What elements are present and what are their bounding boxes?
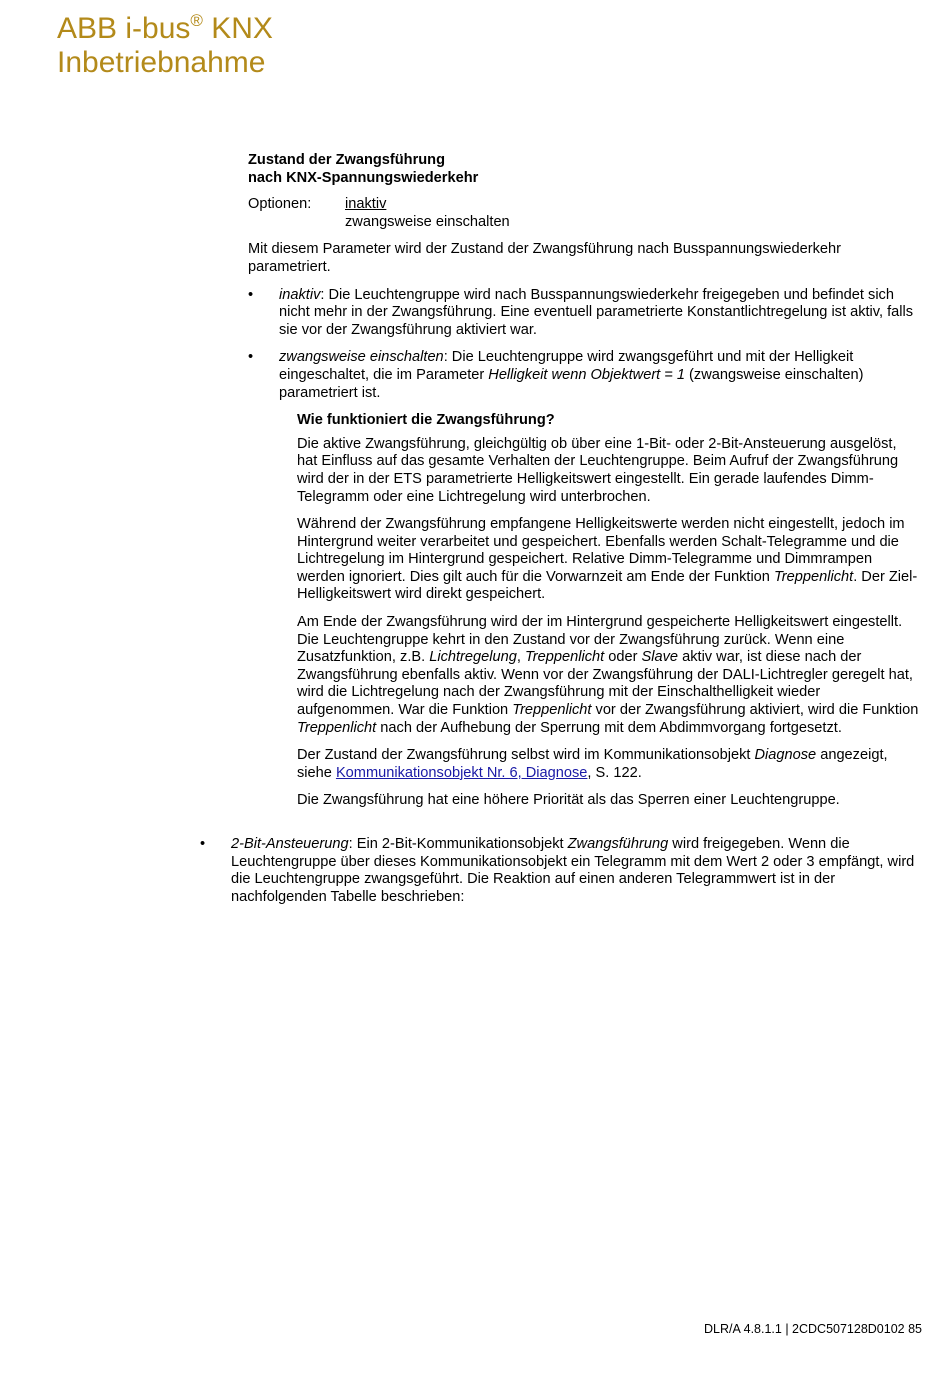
registered-mark: ® [190, 11, 203, 30]
parameter-title-line1: Zustand der Zwangsführung [248, 152, 446, 168]
brand-suffix: KNX [202, 12, 273, 45]
option-default: inaktiv [345, 196, 387, 213]
main-content [248, 152, 920, 810]
info-paragraph-4: Der Zustand der Zwangsführung selbst wird im Kommunikationsobjekt Diagnose angezeigt, siehe Kommunikationsobjekt Nr. 6, Diagnose, S. 122. [297, 747, 888, 781]
bullet-dot: • [248, 286, 254, 303]
info-box [297, 412, 920, 810]
bullet-2bit [200, 836, 920, 906]
parameter-title [248, 152, 920, 187]
bullet-text: : Die Leuchtengruppe wird nach Busspannungswiederkehr freigegeben und befindet sich nicht mehr in der Zwangsführung. Eine eventuell parametrierte Konstantlichtregelung ist aktiv, falls sie vor der Zwangsführung aktiviert war. [279, 286, 914, 338]
bullet-text-end: wird freigegeben. Wenn die Leuchtengruppe über dieses Kommunikationsobjekt ein Telegramm mit dem Wert 2 oder 3 empfängt, wird die Leuchtengruppe zwangsgeführt. Die Reaktion auf einen anderen Telegrammwert ist in der nachfolgenden Tabelle beschrieben: [231, 836, 915, 905]
brand-title [57, 12, 273, 46]
options-list [345, 196, 510, 231]
page-footer: DLR/A 4.8.1.1 | 2CDC507128D0102 85 [704, 1322, 922, 1336]
object-reference: Zwangsführung [567, 836, 669, 852]
bullet-zwangsweise [248, 349, 920, 402]
diagnose-object-link[interactable]: Kommunikationsobjekt Nr. 6, Diagnose [335, 764, 588, 781]
parameter-description: Mit diesem Parameter wird der Zustand der Zwangsführung nach Busspannungswiederkehr parametriert. [248, 241, 841, 275]
brand-name: ABB i-bus [57, 12, 191, 45]
bullet-term: zwangsweise einschalten [279, 349, 444, 366]
section-title: Inbetriebnahme [57, 46, 266, 79]
info-paragraph-2: Während der Zwangsführung empfangene Helligkeitswerte werden nicht eingestellt, jedoch im Hintergrund weiter verarbeitet und gespeichert. Ebenfalls werden Schalt-Telegramme und die Lichtregelung im Hintergrund gespeichert. Relative Dimm-Telegramme und Dimmrampen werden ignoriert. Dies gilt auch für die Vorwarnzeit am Ende der Funktion Treppenlicht. Der Ziel-Helligkeitswert wird direkt gespeichert. [297, 516, 918, 603]
info-paragraph-1: Die aktive Zwangsführung, gleichgültig ob über eine 1-Bit- oder 2-Bit-Ansteuerung ausgelöst, hat Einfluss auf das gesamte Verhalten der Leuchtengruppe. Beim Aufruf der Zwangsführung wird der in der ETS parametrierte Helligkeitswert eingestellt. Ein gerade laufendes Dimm-Telegramm oder eine Lichtregelung wird unterbrochen. [297, 435, 899, 505]
bullet-term: 2-Bit-Ansteuerung [231, 836, 349, 852]
info-paragraph-5: Die Zwangsführung hat eine höhere Priorität als das Sperren einer Leuchtengruppe. [297, 792, 840, 809]
bullet-text: : Ein 2-Bit-Kommunikationsobjekt [348, 836, 568, 852]
bullet-dot: • [200, 836, 206, 852]
bullet-text: : Die Leuchtengruppe wird zwangsgeführt und mit der Helligkeit eingeschaltet, die im Parameter [279, 349, 854, 383]
bullet-term: inaktiv [279, 286, 321, 303]
option-item: zwangsweise einschalten [345, 213, 510, 230]
bullet-inaktiv [248, 287, 920, 340]
info-heading: Wie funktioniert die Zwangsführung? [297, 412, 555, 429]
page-header [57, 12, 273, 80]
options-label: Optionen: [248, 196, 312, 213]
bullet-text-end: (zwangsweise einschalten) parametriert ist. [279, 366, 864, 401]
parameter-reference: Helligkeit wenn Objektwert = 1 [488, 366, 685, 383]
options-block [248, 196, 920, 231]
bullet-dot: • [248, 349, 254, 366]
parameter-title-line2: nach KNX-Spannungswiederkehr [248, 169, 479, 186]
info-paragraph-3: Am Ende der Zwangsführung wird der im Hintergrund gespeicherte Helligkeitswert eingestellt. Die Leuchtengruppe kehrt in den Zustand vor der Zwangsführung zurück. Wenn eine Zusatzfunktion, z.B. Lichtregelung, Treppenlicht oder Slave aktiv war, ist diese nach der Zwangsführung ebenfalls aktiv. Wenn vor der Zwangsführung der DALI-Lichtregler geregelt hat, wird die Lichtregelung nach der Zwangsführung mit der Einschalthelligkeit wieder aufgenommen. War die Funktion Treppenlicht vor der Zwangsführung aktiviert, wird die Funktion Treppenlicht nach der Aufhebung der Sperrung mit dem Abdimmvorgang fortgesetzt. [297, 614, 919, 736]
